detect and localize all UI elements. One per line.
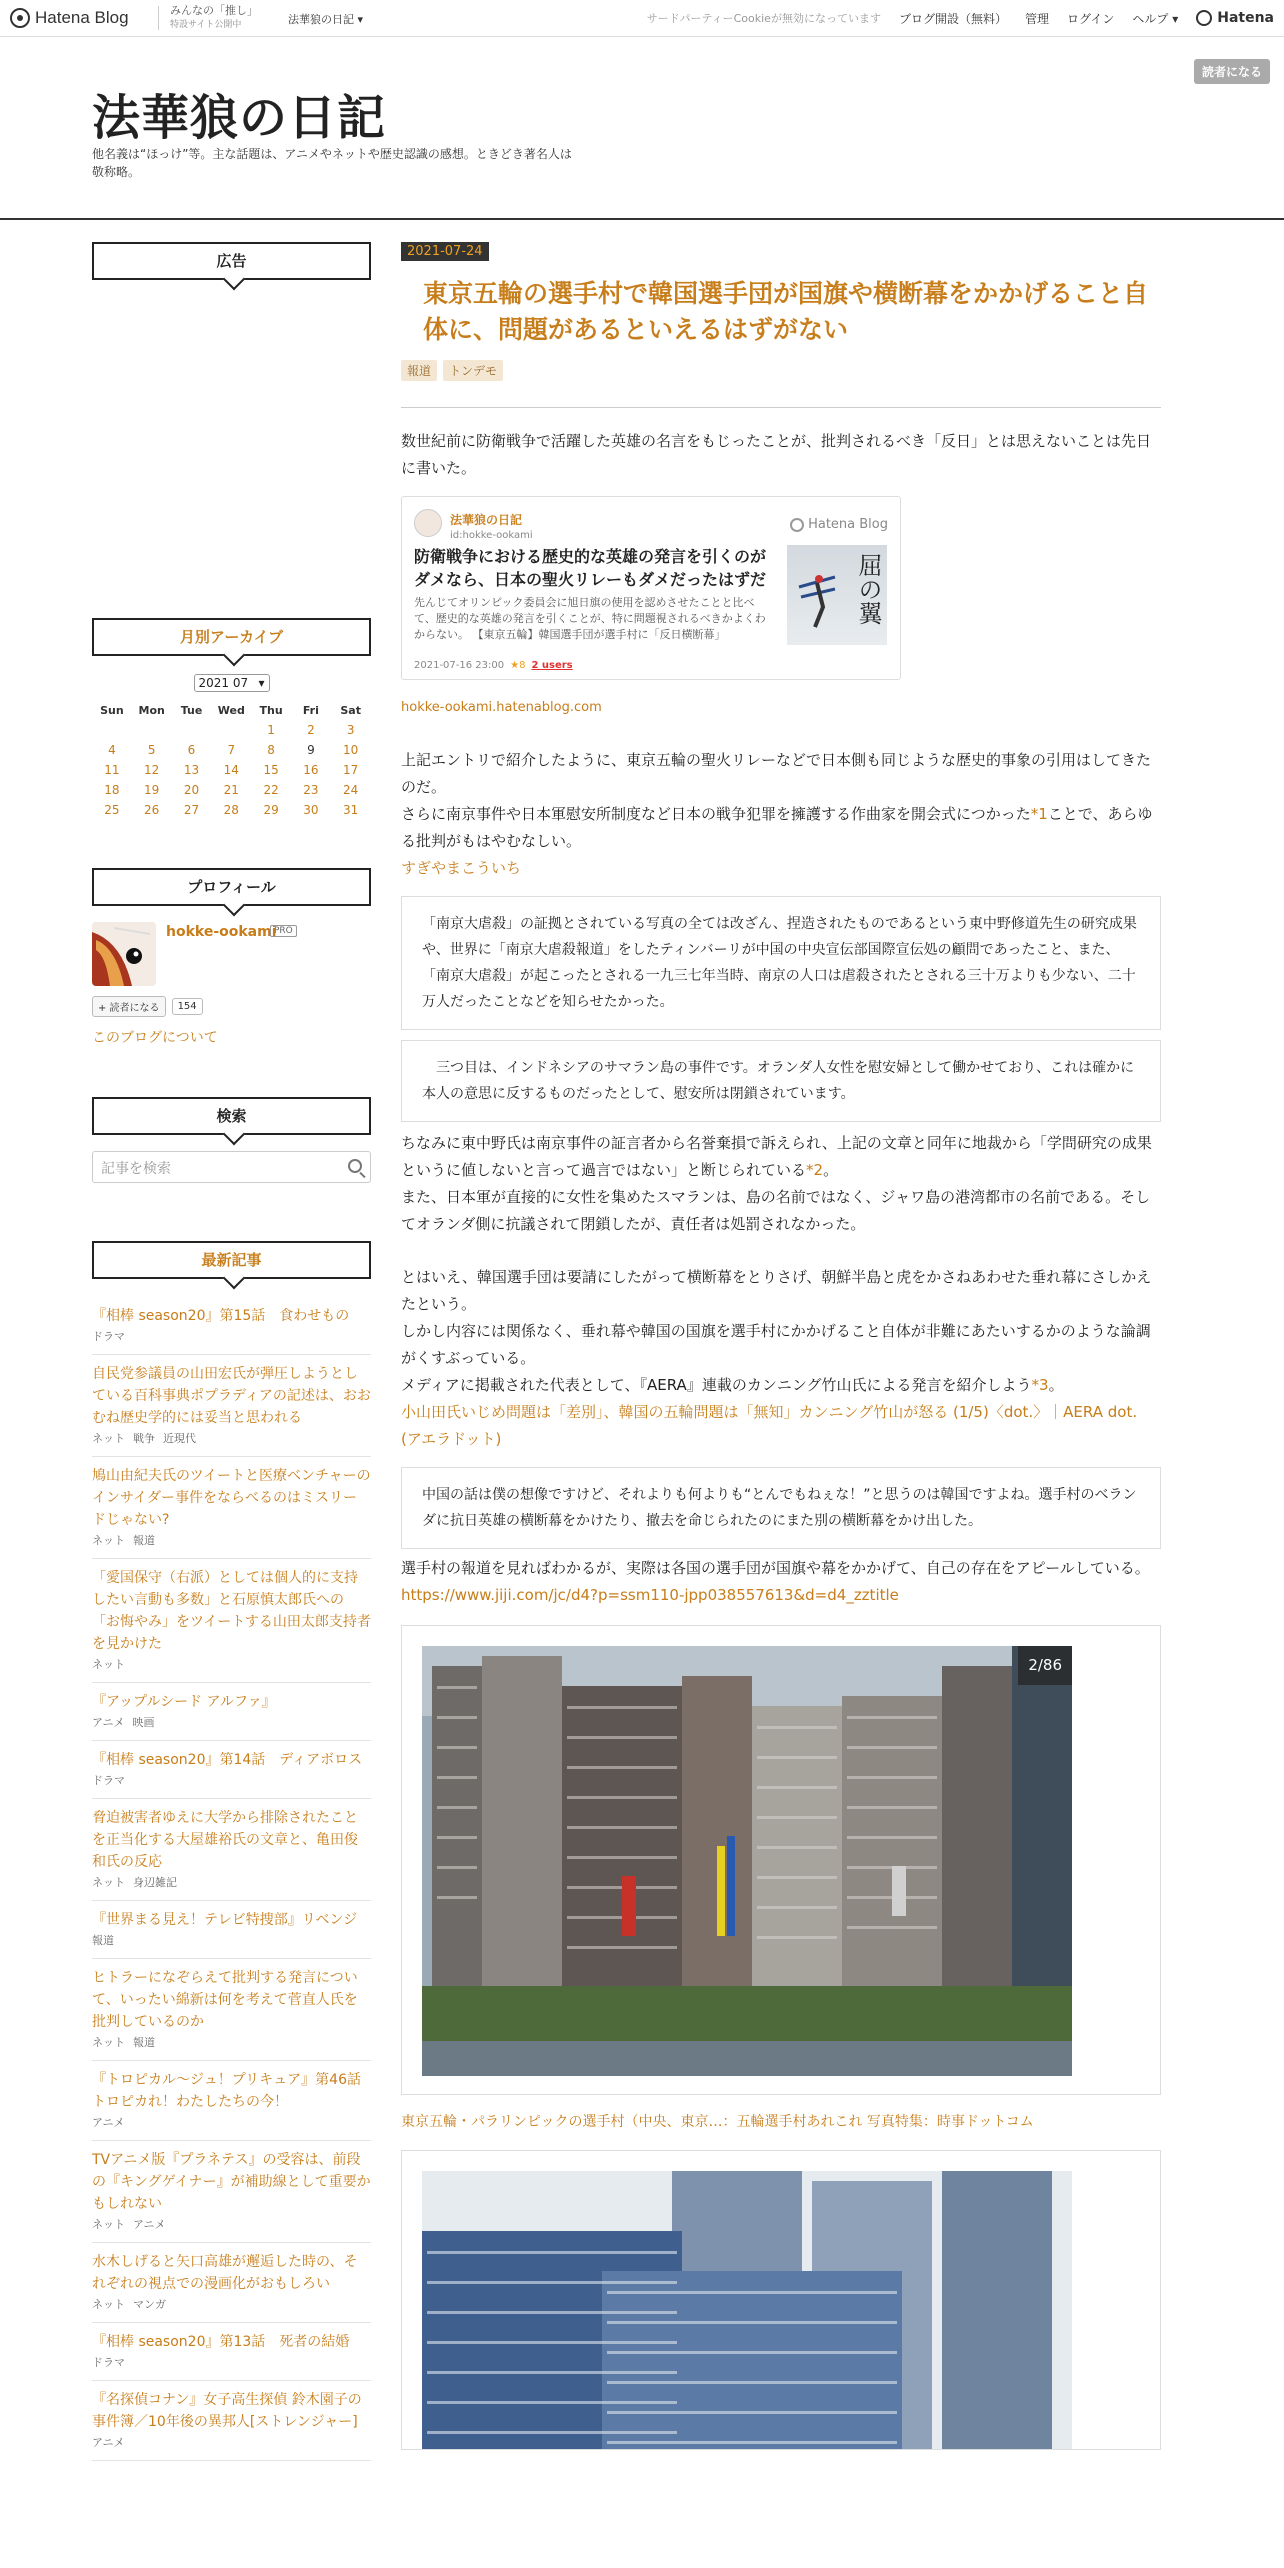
- calendar-weeks: [92, 720, 371, 820]
- category-link[interactable]: 報道: [133, 1534, 155, 1547]
- calendar-weekdays: [92, 700, 371, 720]
- search-input[interactable]: [92, 1151, 371, 1183]
- recent-post-item: [92, 2381, 371, 2461]
- recent-post-item: [92, 1741, 371, 1799]
- avatar-image: [92, 922, 156, 986]
- profile-subscribe-button[interactable]: + 読者になる: [92, 996, 166, 1017]
- blockquote: 中国の話は僕の想像ですけど、それよりも何よりも“とんでもねぇな！”と思うのは韓国ですよね。選手村のベランダに抗日英雄の横断幕をかけたり、撤去を命じられたのにまた別の横断幕をかけ出した。: [401, 1467, 1161, 1549]
- recent-post-link[interactable]: 『相棒 season20』第13話 死者の結婚: [92, 2334, 350, 2350]
- recent-post-link[interactable]: 水木しげると矢口高雄が邂逅した時の、それぞれの視点での漫画化がおもしろい: [92, 2254, 358, 2292]
- calendar-day[interactable]: 14: [223, 763, 239, 777]
- footnote-link[interactable]: *1: [1030, 805, 1048, 823]
- category-link[interactable]: ネット: [92, 1658, 125, 1671]
- calendar-day[interactable]: 27: [183, 803, 200, 817]
- recent-post-categories: [92, 1874, 371, 1890]
- pro-badge: PRO: [270, 925, 297, 937]
- recent-post-categories: [92, 2354, 371, 2370]
- calendar-weekday: Wed: [217, 703, 245, 717]
- calendar-day[interactable]: 18: [104, 783, 120, 797]
- global-header: [0, 0, 1284, 37]
- paragraph: 数世紀前に防衛戦争で活躍した英雄の名言をもじったことが、批判されるべき「反日」とは思えないことは先日に書いた。: [401, 432, 1152, 477]
- calendar-day[interactable]: 1: [267, 723, 275, 737]
- embed-thumbnail-text: 屈の翼: [854, 553, 882, 625]
- recent-post-link[interactable]: 『相棒 season20』第14話 ディアボロス: [92, 1752, 363, 1768]
- calendar-day[interactable]: 15: [263, 763, 279, 777]
- embed-description: 先んじてオリンピック委員会に旭日旗の使用を認めさせたことと比べて、歴史的な英雄の発言を引くことが、特に問題視されるべきかよくわからない。 【東京五輪】韓国選手団が選手村に「反日横断幕」: [414, 596, 766, 641]
- calendar-day[interactable]: 21: [223, 783, 239, 797]
- calendar-day[interactable]: 8: [267, 743, 275, 757]
- paragraph-text: ちなみに東中野氏は南京事件の証言者から名誉棄損で訴えられ、上記の文章と同年に地裁から「学問研究の成果というに値しないと言って過言ではない」と断じられている: [401, 1134, 1152, 1179]
- embed-thumbnail: [787, 545, 887, 645]
- calendar-day[interactable]: 26: [144, 803, 160, 817]
- paragraph: 上記エントリで紹介したように、東京五輪の聖火リレーなどで日本側も同じような歴史的事象の引用はしてきたのだ。: [401, 751, 1152, 796]
- recent-post-categories: [92, 1772, 371, 1788]
- paragraph: しかし内容には関係なく、垂れ幕や韓国の国旗を選手村にかかげること自体が非難にあたいするかのような論調がくすぶっている。: [401, 1322, 1151, 1367]
- article-title[interactable]: 東京五輪の選手村で韓国選手団が国旗や横断幕をかかげること自体に、問題があるといえるはずがない: [423, 279, 1149, 344]
- calendar-day[interactable]: 3: [346, 723, 355, 737]
- category-link[interactable]: 身辺雑記: [133, 1876, 177, 1889]
- recent-post-categories: [92, 1714, 371, 1730]
- hatena-logo-icon: [10, 8, 30, 28]
- category-link[interactable]: アニメ: [92, 2116, 125, 2129]
- recent-post-categories: [92, 1532, 371, 1548]
- calendar-day[interactable]: 30: [303, 803, 319, 817]
- paragraph: また、日本軍が直接的に女性を集めたスマランは、島の名前ではなく、ジャワ島の港湾都市の名前である。そしてオランダ側に抗議されて閉鎖したが、責任者は処罰されなかった。: [401, 1188, 1151, 1233]
- paragraph-text: 。: [1048, 1376, 1064, 1394]
- skier-figure-image: [797, 567, 837, 637]
- recent-post-item: [92, 1901, 371, 1959]
- blog-header: [0, 37, 1284, 220]
- search-icon[interactable]: [348, 1159, 362, 1173]
- calendar-weekday: Thu: [259, 703, 283, 717]
- recent-post-link[interactable]: 自民党参議員の山田宏氏が弾圧しようとしている百科事典ポプラディアの記述は、おおむね歴史学的には妥当と思われる: [92, 1366, 371, 1426]
- calendar-day[interactable]: 11: [104, 763, 120, 777]
- recent-post-categories: [92, 2114, 371, 2130]
- article-categories: [401, 360, 503, 381]
- profile-heading: プロフィール: [92, 868, 371, 906]
- category-link[interactable]: アニメ: [92, 2436, 125, 2449]
- calendar-day[interactable]: 12: [144, 763, 160, 777]
- create-blog-link[interactable]: ブログ開設（無料）: [898, 11, 1007, 26]
- calendar-day[interactable]: 2: [307, 723, 315, 737]
- hatena-blog-logo[interactable]: [10, 6, 129, 30]
- search-heading: 検索: [92, 1097, 371, 1135]
- recent-post-link[interactable]: ヒトラーになぞらえて批判する発言について、いったい綿新は何を考えて菅直人氏を批判しているのか: [92, 1970, 358, 2030]
- recent-heading[interactable]: 最新記事: [92, 1241, 371, 1279]
- calendar-day[interactable]: 10: [343, 743, 359, 757]
- sidebar: [92, 242, 375, 2461]
- promo-line-2: 特設サイト公開中: [170, 20, 242, 30]
- category-link[interactable]: ドラマ: [92, 2356, 125, 2369]
- recent-post-link[interactable]: 『名探偵コナン』女子高生探偵 鈴木園子の事件簿／10年後の異邦人[ストレンジャー]: [92, 2392, 362, 2430]
- paragraph-text: さらに南京事件や日本軍慰安所制度など日本の戦争犯罪を擁護する作曲家を開会式につかった: [401, 805, 1031, 823]
- embed-meta: [414, 652, 573, 679]
- profile: [92, 922, 371, 992]
- recent-post-categories: [92, 1430, 371, 1446]
- archive-calendar: [92, 700, 371, 820]
- category-link[interactable]: 報道: [133, 2036, 155, 2049]
- recent-post-categories: [92, 2434, 371, 2450]
- calendar-week: [92, 780, 371, 800]
- paragraph-text: メディアに掲載された代表として、『AERA』連載のカンニング竹山氏による発言を紹介しよう: [401, 1376, 1032, 1394]
- paragraph: とはいえ、韓国選手団は要請にしたがって横断幕をとりさげ、朝鮮半島と虎をかさねあわせた垂れ幕にさしかえたという。: [401, 1268, 1152, 1313]
- footnote-link[interactable]: *2: [806, 1161, 824, 1179]
- category-link[interactable]: アニメ: [92, 1716, 125, 1729]
- sugiyama-link[interactable]: すぎやまこういち: [401, 859, 522, 877]
- embed-date: 2021-07-16 23:00: [414, 660, 505, 671]
- category-link[interactable]: ドラマ: [92, 1774, 125, 1787]
- calendar-day[interactable]: 28: [223, 803, 239, 817]
- calendar-week: [92, 760, 371, 780]
- recent-posts-list: [92, 1297, 375, 2461]
- recent-post-categories: [92, 2034, 371, 2050]
- subscribe-row: [92, 996, 371, 1017]
- athletes-village-photo-2[interactable]: [422, 2171, 1072, 2450]
- ad-space: [92, 280, 371, 618]
- hatena-label: Hatena: [1217, 10, 1274, 26]
- archive-month-select[interactable]: [194, 674, 270, 692]
- photo-counter: 2/86: [1018, 1646, 1072, 1685]
- calendar-weekday: Fri: [302, 703, 319, 717]
- subscriber-count[interactable]: 154: [172, 998, 203, 1015]
- embed-title: 防衛戦争における歴史的な英雄の発言を引くのがダメなら、日本の聖火リレーもダメだったはずだ: [414, 547, 767, 589]
- calendar-weekday: Tue: [180, 703, 203, 717]
- recent-post-item: [92, 2141, 371, 2243]
- paragraph: [401, 801, 1161, 855]
- category-link[interactable]: ネット: [92, 1876, 125, 1889]
- calendar-day: 9: [307, 743, 315, 757]
- recent-post-categories: [92, 2216, 371, 2232]
- embed-blog-id: id:hokke-ookami: [450, 530, 533, 541]
- login-link[interactable]: ログイン: [1066, 11, 1115, 26]
- embed-source-link[interactable]: hokke-ookami.hatenablog.com: [401, 700, 602, 715]
- recent-post-item: [92, 2323, 371, 2381]
- calendar-day[interactable]: 16: [303, 763, 319, 777]
- calendar-day[interactable]: 23: [303, 783, 319, 797]
- category-link[interactable]: マンガ: [133, 2298, 166, 2311]
- blog-embed-card[interactable]: [401, 496, 901, 680]
- recent-post-link[interactable]: 『世界まる見え！テレビ特捜部』リベンジ: [92, 1912, 358, 1928]
- hatena-icon: [790, 518, 804, 532]
- recent-post-categories: [92, 1932, 371, 1948]
- photo-embed-2[interactable]: [401, 2150, 1161, 2450]
- blog-title[interactable]: 法華狼の日記: [92, 90, 387, 146]
- promo-link[interactable]: [170, 4, 258, 32]
- divider: [401, 407, 1161, 408]
- athletes-village-photo[interactable]: [422, 1646, 1072, 2076]
- bookmark-users[interactable]: 2 users: [531, 660, 573, 671]
- chevron-down-icon: ▾: [258, 676, 265, 690]
- photo-image-2: [422, 2171, 1072, 2450]
- hatena-icon: [1196, 10, 1212, 26]
- category-link[interactable]: ネット: [92, 1432, 125, 1445]
- recent-post-link[interactable]: TVアニメ版『プラネテス』の受容は、前段の『キングゲイナー』が補助線として重要かもしれない: [92, 2152, 371, 2212]
- footnote-link[interactable]: *3: [1031, 1376, 1049, 1394]
- blockquote: 三つ目は、インドネシアのサマラン島の事件です。オランダ人女性を慰安婦として働かせており、これは確かに本人の意思に反するものだったとして、慰安所は閉鎖されています。: [401, 1040, 1161, 1122]
- category-link[interactable]: 戦争: [133, 1432, 155, 1445]
- category-link[interactable]: ネット: [92, 2298, 125, 2311]
- recent-post-item: [92, 1959, 371, 2061]
- calendar-week: [92, 720, 371, 740]
- calendar-day[interactable]: 31: [343, 803, 359, 817]
- promo-line-1: みんなの「推し」: [170, 4, 258, 17]
- category-link[interactable]: ネット: [92, 2036, 125, 2049]
- archive-heading[interactable]: 月別アーカイブ: [92, 618, 371, 656]
- paragraph-text: ことで、あらゆる批判がもはやむなしい。: [401, 805, 1153, 850]
- calendar-day[interactable]: 29: [263, 803, 279, 817]
- recent-post-link[interactable]: 脅迫被害者ゆえに大学から排除されたことを正当化する大屋雄裕氏の文章と、亀田俊和氏の反応: [92, 1810, 358, 1870]
- about-blog-link[interactable]: このブログについて: [92, 1030, 218, 1046]
- cookie-notice: サードパーティーCookieが無効になっています: [646, 12, 881, 25]
- calendar-day[interactable]: 20: [183, 783, 200, 797]
- calendar-day[interactable]: 13: [183, 763, 200, 777]
- calendar-day[interactable]: 19: [144, 783, 160, 797]
- help-dropdown[interactable]: ヘルプ ▾: [1132, 11, 1179, 26]
- calendar-day[interactable]: 5: [147, 743, 156, 757]
- recent-post-item: [92, 1355, 371, 1457]
- aera-article-link[interactable]: 小山田氏いじめ問題は「差別」、韓国の五輪問題は「無知」カンニング竹山が怒る (1/5)〈dot.〉｜AERA dot. (アエラドット): [401, 1403, 1138, 1448]
- paragraph-text: 。: [823, 1161, 839, 1179]
- calendar-day[interactable]: 22: [263, 783, 279, 797]
- photo-caption-link[interactable]: 東京五輪・パラリンピックの選手村（中央、東京…：五輪選手村あれこれ 写真特集：時事ドットコム: [401, 2114, 1034, 2130]
- calendar-week: [92, 740, 371, 760]
- photo-image: [422, 1646, 1072, 2076]
- category-link[interactable]: ネット: [92, 1534, 125, 1547]
- recent-post-item: [92, 2243, 371, 2323]
- embed-avatar: [414, 509, 442, 537]
- recent-post-categories: [92, 1656, 371, 1672]
- archive-select-value: 2021 07: [198, 676, 249, 690]
- recent-post-categories: [92, 1328, 371, 1344]
- article-date[interactable]: 2021-07-24: [401, 242, 489, 261]
- recent-post-categories: [92, 2296, 371, 2312]
- calendar-weekday: Sun: [100, 703, 124, 717]
- search-placeholder: 記事を検索: [101, 1161, 171, 1177]
- jiji-link[interactable]: https://www.jiji.com/jc/d4?p=ssm110-jpp038557613&d=d4_zztitle: [401, 1586, 899, 1604]
- blog-description: 他名義は“ほっけ”等。主な話題は、アニメやネットや歴史認識の感想。ときどき著名人は敬称略。: [92, 147, 572, 179]
- article-body: [401, 428, 1161, 2450]
- subscribe-button[interactable]: 読者になる: [1194, 59, 1270, 84]
- calendar-week: [92, 800, 371, 820]
- recent-post-link[interactable]: 『トロピカル～ジュ！プリキュア』第46話 トロピカれ！わたしたちの今！: [92, 2072, 375, 2110]
- hatena-blog-logo-text: Hatena Blog: [35, 8, 129, 27]
- category-link[interactable]: アニメ: [133, 2218, 166, 2231]
- category-link[interactable]: ドラマ: [92, 1330, 125, 1343]
- blog-menu-dropdown[interactable]: 法華狼の日記 ▾: [288, 13, 364, 26]
- profile-name[interactable]: hokke-ookami: [166, 924, 277, 940]
- hatena-link[interactable]: [1196, 10, 1274, 26]
- recent-post-link[interactable]: 鳩山由紀夫氏のツイートと医療ベンチャーのインサイダー事件をならべるのはミスリードじゃない?: [92, 1468, 371, 1528]
- avatar[interactable]: [92, 922, 156, 986]
- recent-post-link[interactable]: 『相棒 season20』第15話 食わせもの: [92, 1308, 350, 1324]
- recent-post-item: [92, 1683, 371, 1741]
- category-tag[interactable]: 報道: [401, 360, 437, 381]
- photo-embed[interactable]: [401, 1625, 1161, 2095]
- calendar-weekday: Sat: [340, 703, 361, 717]
- recent-post-item: [92, 1559, 371, 1683]
- recent-post-item: [92, 1457, 371, 1559]
- recent-post-item: [92, 1799, 371, 1901]
- recent-post-link[interactable]: 『アップルシード アルファ』: [92, 1694, 276, 1710]
- calendar-weekday: Mon: [138, 703, 165, 717]
- ad-heading: 広告: [92, 242, 371, 280]
- recent-post-item: [92, 1297, 371, 1355]
- calendar-day[interactable]: 4: [108, 743, 116, 757]
- category-link[interactable]: ネット: [92, 2218, 125, 2231]
- divider: [158, 6, 159, 30]
- category-link[interactable]: 報道: [92, 1934, 114, 1947]
- blockquote: 「南京大虐殺」の証拠とされている写真の全ては改ざん、捏造されたものであるという東中野修道先生の研究成果や、世界に「南京大虐殺報道」をしたティンバーリが中国の中央宣伝部国際宣伝処の顧問であったこと、また、「南京大虐殺」が起こったとされる一九三七年当時、南京の人口は虐殺されたとされる三十万よりも少ない、二十万人だったことなどを知らせたかった。: [401, 896, 1161, 1030]
- calendar-day[interactable]: 6: [187, 743, 196, 757]
- star-icon: ★8: [510, 660, 526, 671]
- calendar-day[interactable]: 24: [343, 783, 359, 797]
- global-header-links: [647, 0, 1274, 36]
- recent-post-link[interactable]: 「愛国保守（右派）としては個人的に支持したい言動も多数」と石原慎太郎氏への「お悔やみ」をツイートする山田太郎支持者を見かけた: [92, 1570, 371, 1652]
- calendar-day[interactable]: 25: [104, 803, 120, 817]
- calendar-day[interactable]: 17: [343, 763, 359, 777]
- paragraph: 選手村の報道を見ればわかるが、実際は各国の選手団が国旗や幕をかかげて、自己の存在をアピールしている。: [401, 1559, 1150, 1577]
- calendar-day[interactable]: 7: [227, 743, 236, 757]
- embed-blog-name: 法華狼の日記: [450, 513, 523, 527]
- embed-hatena-label: [790, 511, 888, 538]
- admin-link[interactable]: 管理: [1024, 11, 1049, 26]
- category-link[interactable]: 近現代: [163, 1432, 196, 1445]
- category-link[interactable]: 映画: [132, 1716, 155, 1729]
- embed-hatena-text: Hatena Blog: [808, 517, 888, 532]
- category-tag[interactable]: トンデモ: [443, 360, 503, 381]
- recent-post-item: [92, 2061, 375, 2141]
